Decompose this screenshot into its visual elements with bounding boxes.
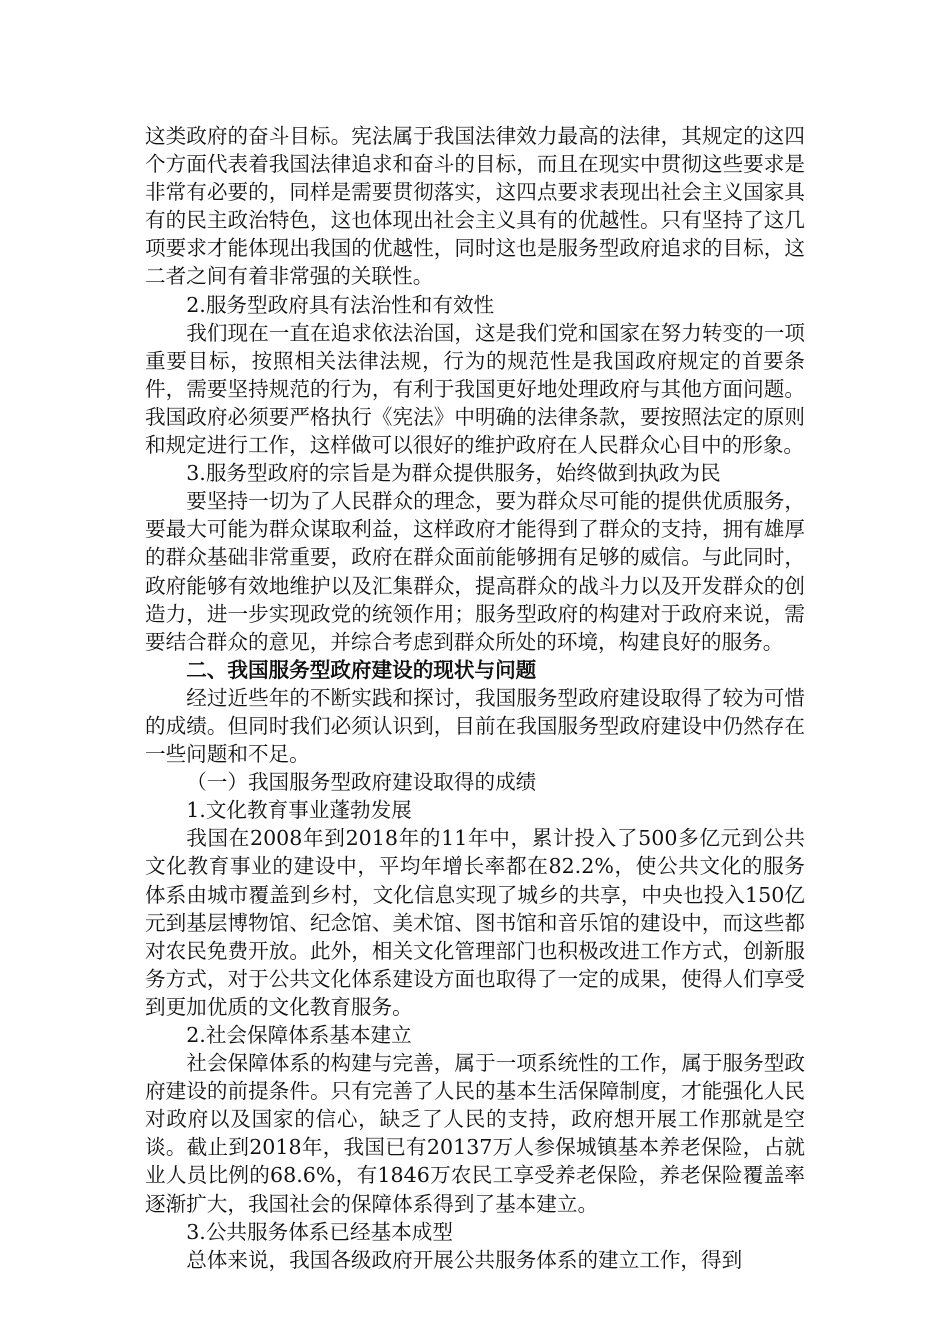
body-paragraph: 我们现在一直在追求依法治国，这是我们党和国家在努力转变的一项重要目标，按照相关法律法规，行为的规范性是我国政府规定的首要条件，需要坚持规范的行为，有利于我国更好地处理政府与其他方面问题。我国政府必须要严格执行《宪法》中明确的法律条款，要按照法定的原则和规定进行工作，这样做可以很好的维护政府在人民群众心目中的形象。 xyxy=(145,320,805,458)
section-heading: 二、我国服务型政府建设的现状与问题 xyxy=(186,657,537,682)
subsection-heading: （一）我国服务型政府建设取得的成绩 xyxy=(186,770,537,795)
subsection-heading: 3.公共服务体系已经基本成型 xyxy=(186,1219,453,1244)
body-paragraph: 总体来说，我国各级政府开展公共服务体系的建立工作，得到 xyxy=(186,1247,743,1272)
body-paragraph: 经过近些年的不断实践和探讨，我国服务型政府建设取得了较为可惜的成绩。但同时我们必须认识到，目前在我国服务型政府建设中仍然存在一些问题和不足。 xyxy=(145,685,805,767)
subsection-heading: 2.服务型政府具有法治性和有效性 xyxy=(186,292,495,317)
body-paragraph: 社会保障体系的构建与完善，属于一项系统性的工作，属于服务型政府建设的前提条件。只有完善了人民的基本生活保障制度，才能强化人民对政府以及国家的信心，缺乏了人民的支持，政府想开展工作那就是空谈。截止到2018年，我国已有20137万人参保城镇基本养老保险，占就业人员比例的68.6%，有1846万农民工享受养老保险，养老保险覆盖率逐渐扩大，我国社会的保障体系得到了基本建立。 xyxy=(145,1051,805,1216)
document-page xyxy=(145,122,805,1274)
body-paragraph: 我国在2008年到2018年的11年中，累计投入了500多亿元到公共文化教育事业的建设中，平均年增长率都在82.2%，使公共文化的服务体系由城市覆盖到乡村，文化信息实现了城乡的共享，中央也投入150亿元到基层博物馆、纪念馆、美术馆、图书馆和音乐馆的建设中，而这些都对农民免费开放。此外，相关文化管理部门也积极改进工作方式，创新服务方式，对于公共文化体系建设方面也取得了一定的成果，使得人们享受到更加优质的文化教育服务。 xyxy=(145,826,805,1019)
body-paragraph: 这类政府的奋斗目标。宪法属于我国法律效力最高的法律，其规定的这四个方面代表着我国法律追求和奋斗的目标，而且在现实中贯彻这些要求是非常有必要的，同样是需要贯彻落实，这四点要求表现出社会主义国家具有的民主政治特色，这也体现出社会主义具有的优越性。只有坚持了这几项要求才能体现出我国的优越性，同时这也是服务型政府追求的目标，这二者之间有着非常强的关联性。 xyxy=(145,124,805,289)
subsection-heading: 2.社会保障体系基本建立 xyxy=(186,1023,412,1047)
body-paragraph: 要坚持一切为了人民群众的理念，要为群众尽可能的提供优质服务，要最大可能为群众谋取利益，这样政府才能得到了群众的支持，拥有雄厚的群众基础非常重要，政府在群众面前能够拥有足够的威信。与此同时，政府能够有效地维护以及汇集群众，提高群众的战斗力以及开发群众的创造力，进一步实现政党的统领作用；服务型政府的构建对于政府来说，需要结合群众的意见，并综合考虑到群众所处的环境，构建良好的服务。 xyxy=(145,489,805,654)
subsection-heading: 3.服务型政府的宗旨是为群众提供服务，始终做到执政为民 xyxy=(186,461,721,486)
subsection-heading: 1.文化教育事业蓬勃发展 xyxy=(186,798,412,823)
